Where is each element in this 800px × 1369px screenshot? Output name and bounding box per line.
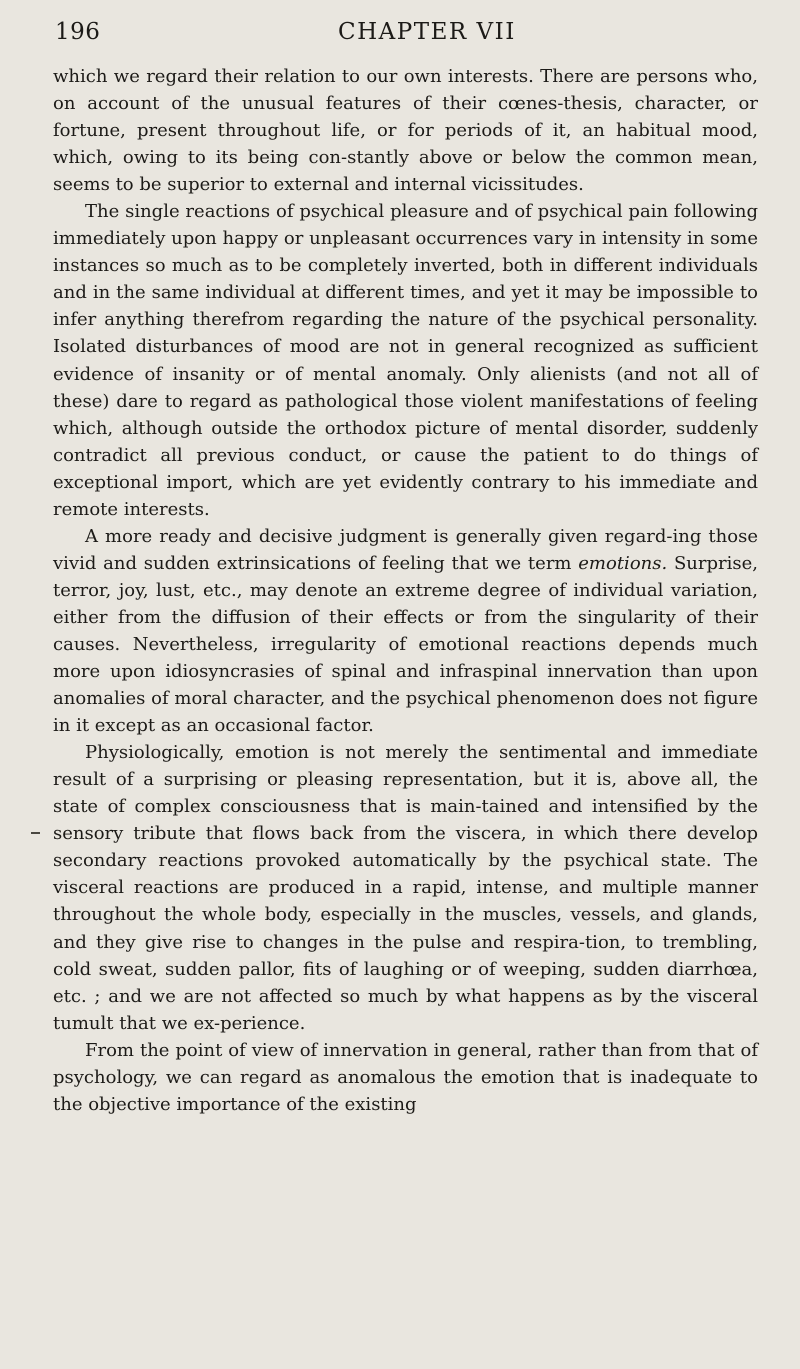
- paragraph-emotions-text-before: A more ready and decisive judgment is generally given regard-ing those vivid and sudden extrinsications of feeling that we term: [53, 525, 758, 574]
- page-number: 196: [55, 19, 101, 45]
- paragraph-innervation: From the point of view of innervation in general, rather than from that of psychology, we can regard as anomalous the emotion that is inadequate to the objective importance of the existing: [53, 1039, 758, 1115]
- running-head: [53, 19, 758, 63]
- margin-mark: [31, 832, 40, 834]
- paragraph-physiology: Physiologically, emotion is not merely the sentimental and immediate result of a surprising or pleasing representation, but it is, above all, the state of complex consciousness that is main-tained and intensified by the sensory tribute that flows back from the viscera, in which there develop secondary reactions provoked automatically by the psychical state. The visceral reactions are produced in a rapid, intense, and multiple manner throughout the whole body, especially in the muscles, vessels, and glands, and they give rise to changes in the pulse and respira-tion, to trembling, cold sweat, sudden pallor, fits of laughing or of weeping, sudden diarrhœa, etc. ; and we are not affected so much by what happens as by the visceral tumult that we ex-perience.: [53, 742, 758, 1034]
- chapter-title: CHAPTER VII: [338, 19, 516, 45]
- emphasized-term-emotions: emotions.: [578, 552, 668, 574]
- paragraph-continued-mood: which we regard their relation to our own interests. There are persons who, on account of the unusual features of their cœnes-thesis, character, or fortune, present throughout life, or for periods of it, an habitual mood, which, owing to its being con-stantly above or below the common mean, seems to be superior to external and internal vicissitudes.: [53, 66, 758, 196]
- paragraph-emotions: [53, 523, 758, 739]
- body-text: [53, 63, 758, 1118]
- paragraph-pleasure-pain: The single reactions of psychical pleasure and of psychical pain following immediately upon happy or unpleasant occurrences vary in intensity in some instances so much as to be completely inverted, both in different individuals and in the same individual at different times, and yet it may be impossible to infer anything therefrom regarding the nature of the psychical personality. Isolated disturbances of mood are not in general recognized as sufficient evidence of insanity or of mental anomaly. Only alienists (and not all of these) dare to regard as pathological those violent manifestations of feeling which, although outside the orthodox picture of mental disorder, suddenly contradict all previous conduct, or cause the patient to do things of exceptional import, which are yet evidently contrary to his immediate and remote interests.: [53, 201, 758, 520]
- paragraph-emotions-text-after: Surprise, terror, joy, lust, etc., may denote an extreme degree of individual variation, either from the diffusion of their effects or from the singularity of their causes. Nevertheless, irregularity of emotional reactions depends much more upon idiosyncrasies of spinal and infraspinal innervation than upon anomalies of moral character, and the psychical phenomenon does not figure in it except as an occasional factor.: [53, 552, 758, 737]
